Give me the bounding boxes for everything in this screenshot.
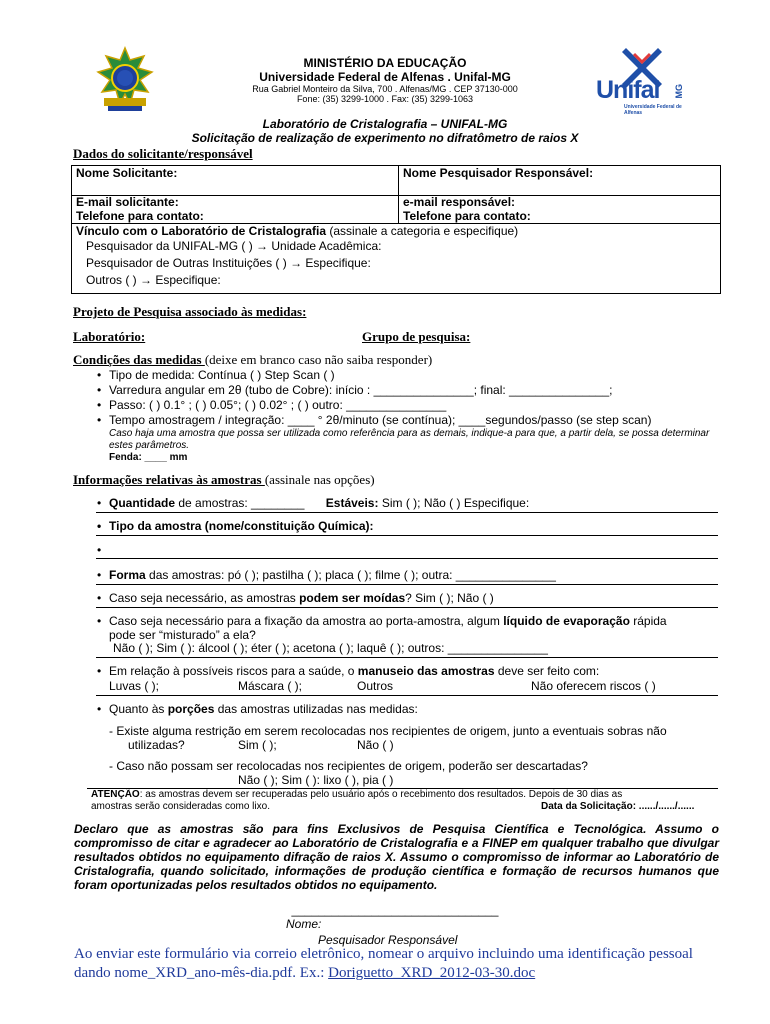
liquido-text: Caso seja necessário para a fixação da amostra ao porta-amostra, algum — [109, 614, 504, 628]
forma-label: Forma — [109, 568, 146, 582]
divider — [96, 657, 718, 658]
liquido-text-end: rápida — [629, 614, 667, 628]
liquido-bold: líquido de evaporação — [503, 614, 630, 628]
email-responsavel-field[interactable] — [399, 196, 721, 210]
data-solicitacao[interactable]: Data da Solicitação: ....../....../...... — [541, 801, 695, 812]
ministry-name: MINISTÉRIO DA EDUCAÇÃO — [303, 56, 467, 70]
email-solicitante-field[interactable] — [72, 196, 399, 210]
porcoes-text-end: das amostras utilizadas nas medidas: — [214, 702, 418, 716]
telefone-solicitante-field[interactable] — [72, 210, 399, 224]
porcoes-bold: porções — [167, 702, 215, 716]
quantidade-blank: de amostras: ________ — [175, 496, 305, 510]
quantidade-label: Quantidade — [109, 496, 176, 510]
amostras-heading — [73, 472, 375, 488]
passo[interactable]: • Passo: ( ) 0.1° ; ( ) 0.05°; ( ) 0.02° ; ( ) outro: _______________ — [109, 398, 446, 412]
liquido-line2: pode ser “misturado” a ela? — [109, 628, 256, 642]
referencia-note: Caso haja uma amostra que possa ser utilizada como referência para as demais, indique-a para que, a partir dela, se possa determinar estes parâmetros. — [109, 428, 710, 451]
nome-pesquisador-field[interactable] — [399, 166, 721, 196]
quantidade-amostras[interactable] — [109, 496, 529, 510]
divider — [96, 535, 718, 536]
solicitante-table — [71, 165, 721, 294]
manuseio-text: Em relação à possíveis riscos para a saúde, o — [109, 664, 358, 678]
signature-line[interactable]: _______________________________ — [291, 903, 499, 917]
divider — [96, 695, 718, 696]
forma-amostras[interactable] — [109, 568, 556, 582]
signature-role: Pesquisador Responsável — [318, 933, 458, 947]
tipo-medida[interactable]: • Tipo de medida: Contínua ( ) Step Scan ( ) — [109, 368, 335, 382]
email-responsavel-label: e-mail responsável: — [403, 195, 516, 209]
divider — [96, 607, 718, 608]
fenda-field[interactable]: Fenda: ____ mm — [109, 452, 188, 463]
form-subtitle: Solicitação de realização de experimento no difratômetro de raios X — [191, 131, 579, 145]
signature-name-label: Nome: — [286, 917, 322, 931]
restricao-question: - Existe alguma restrição em serem recolocadas nos recipientes de origem, junto a eventuais sobras não — [109, 724, 667, 738]
porcoes-text: Quanto às — [109, 702, 168, 716]
restricao-nao[interactable]: Não ( ) — [357, 738, 394, 752]
vinculo-option-unifal[interactable]: Pesquisador da UNIFAL-MG ( ) → Unidade Acadêmica: — [86, 239, 382, 253]
footer-instruction: Ao enviar este formulário via correio eletrônico, nomear o arquivo incluindo uma identificação pessoal — [74, 946, 693, 962]
manuseio-text-end: deve ser feito com: — [494, 664, 600, 678]
estaveis-label: Estáveis: — [325, 496, 379, 510]
telefone-responsavel-field[interactable] — [399, 210, 721, 224]
vinculo-instruction: (assinale a categoria e especifique) — [326, 224, 519, 238]
declaration: Declaro que as amostras são para fins Exclusivos de Pesquisa Científica e Tecnológica. Assumo o compromisso de citar e agradecer ao Laboratório de Cristalografia e a FINEP em qualquer trabalho que divulgar resultados obtidos no equipamento difração de raios X. Assumo o compromisso de informar ao Laboratório de Cristalografia, quando solicitado, informações de produção científica e formação de recursos humanos que foram oportunizadas pelos resultados obtidos no equipamento. — [74, 822, 719, 892]
atencao-note — [91, 789, 721, 800]
logo-text: Unifal — [596, 76, 660, 104]
atencao-label: ATENÇÃO — [91, 789, 140, 800]
brazil-coat-of-arms — [90, 46, 160, 116]
mascara-option[interactable]: Máscara ( ); — [238, 679, 303, 693]
liquido-options[interactable]: Não ( ); Sim ( ): álcool ( ); éter ( ); acetona ( ); laquê ( ); outros: _______________ — [113, 641, 548, 655]
vinculo-label: Vínculo com o Laboratório de Cristalografia — [76, 224, 327, 238]
varredura-angular[interactable]: • Varredura angular em 2θ (tubo de Cobre): início : _______________; final: _______________; — [109, 383, 612, 397]
condicoes-label: Condições das medidas — [73, 352, 205, 367]
moidas-question[interactable] — [109, 591, 494, 605]
laboratorio-label: Laboratório: — [73, 329, 146, 344]
amostras-instruction: (assinale nas opções) — [264, 472, 375, 487]
liquido-question[interactable] — [109, 614, 719, 628]
email-solicitante-label: E-mail solicitante: — [76, 195, 179, 209]
divider — [96, 584, 718, 585]
unifal-logo — [596, 44, 688, 116]
footer-example — [74, 965, 535, 982]
moidas-text: Caso seja necessário, as amostras — [109, 591, 300, 605]
logo-side-text: MG — [674, 84, 684, 99]
vinculo-option-outros[interactable]: Outros ( ) → Especifique: — [86, 273, 221, 287]
porcoes-question — [109, 702, 418, 716]
moidas-bold: podem ser moídas — [299, 591, 406, 605]
divider — [96, 558, 718, 559]
nome-solicitante-label: Nome Solicitante: — [76, 166, 178, 180]
condicoes-heading — [73, 352, 432, 368]
lab-title: Laboratório de Cristalografia – UNIFAL-MG — [262, 117, 508, 131]
nome-pesquisador-label: Nome Pesquisador Responsável: — [403, 166, 594, 180]
projeto-label: Projeto de Pesquisa associado às medidas: — [73, 304, 307, 319]
telefone-responsavel-label: Telefone para contato: — [403, 208, 531, 223]
luvas-option[interactable]: Luvas ( ); — [109, 679, 160, 693]
descarte-options[interactable]: Não ( ); Sim ( ): lixo ( ), pia ( ) — [238, 773, 394, 787]
divider — [96, 512, 718, 513]
manuseio-bold: manuseio das amostras — [357, 664, 495, 678]
example-filename-link[interactable]: Doriguetto_XRD_2012-03-30.doc — [328, 965, 536, 981]
vinculo-cell — [72, 224, 721, 294]
nome-solicitante-field[interactable] — [72, 166, 399, 196]
restricao-label: utilizadas? — [128, 738, 185, 752]
atencao-line2: amostras serão consideradas como lixo. — [91, 801, 270, 812]
estaveis-options: Sim ( ); Não ( ) Especifique: — [378, 496, 530, 510]
footer-example-text: dando nome_XRD_ano-mês-dia.pdf. Ex.: — [74, 965, 329, 981]
tempo-amostragem[interactable]: • Tempo amostragem / integração: ____ ° 2θ/minuto (se contínua); ____segundos/passo (se step scan) — [109, 413, 651, 427]
vinculo-option-outras[interactable]: Pesquisador de Outras Instituições ( ) → Especifique: — [86, 256, 371, 270]
tipo-amostra[interactable]: • Tipo da amostra (nome/constituição Química): — [109, 519, 374, 533]
phone: Fone: (35) 3299-1000 . Fax: (35) 3299-1063 — [296, 94, 474, 104]
vinculo-heading — [76, 224, 716, 238]
outros-option[interactable]: Outros — [357, 679, 394, 693]
grupo-label: Grupo de pesquisa: — [362, 329, 471, 344]
descarte-question: - Caso não possam ser recolocadas nos recipientes de origem, poderão ser descartadas? — [109, 759, 588, 773]
sem-riscos-option[interactable]: Não oferecem riscos ( ) — [531, 679, 656, 693]
moidas-options: ? Sim ( ); Não ( ) — [405, 591, 494, 605]
forma-options: das amostras: pó ( ); pastilha ( ); placa ( ); filme ( ); outra: _______________ — [145, 568, 556, 582]
university-name: Universidade Federal de Alfenas . Unifal-MG — [259, 70, 511, 84]
condicoes-instruction: (deixe em branco caso não saiba responder) — [204, 352, 433, 367]
address: Rua Gabriel Monteiro da Silva, 700 . Alfenas/MG . CEP 37130-000 — [252, 84, 518, 94]
amostras-title: Informações relativas às amostras — [73, 472, 265, 487]
telefone-solicitante-label: Telefone para contato: — [76, 208, 204, 223]
logo-subtitle: Universidade Federal de Alfenas — [624, 104, 682, 116]
section-title-solicitante: Dados do solicitante/responsável — [73, 146, 253, 161]
manuseio-question[interactable] — [109, 664, 599, 678]
atencao-text: : as amostras devem ser recuperadas pelo usuário após o recebimento dos resultados. Depois de 30 dias as — [139, 789, 623, 800]
restricao-sim[interactable]: Sim ( ); — [238, 738, 277, 752]
